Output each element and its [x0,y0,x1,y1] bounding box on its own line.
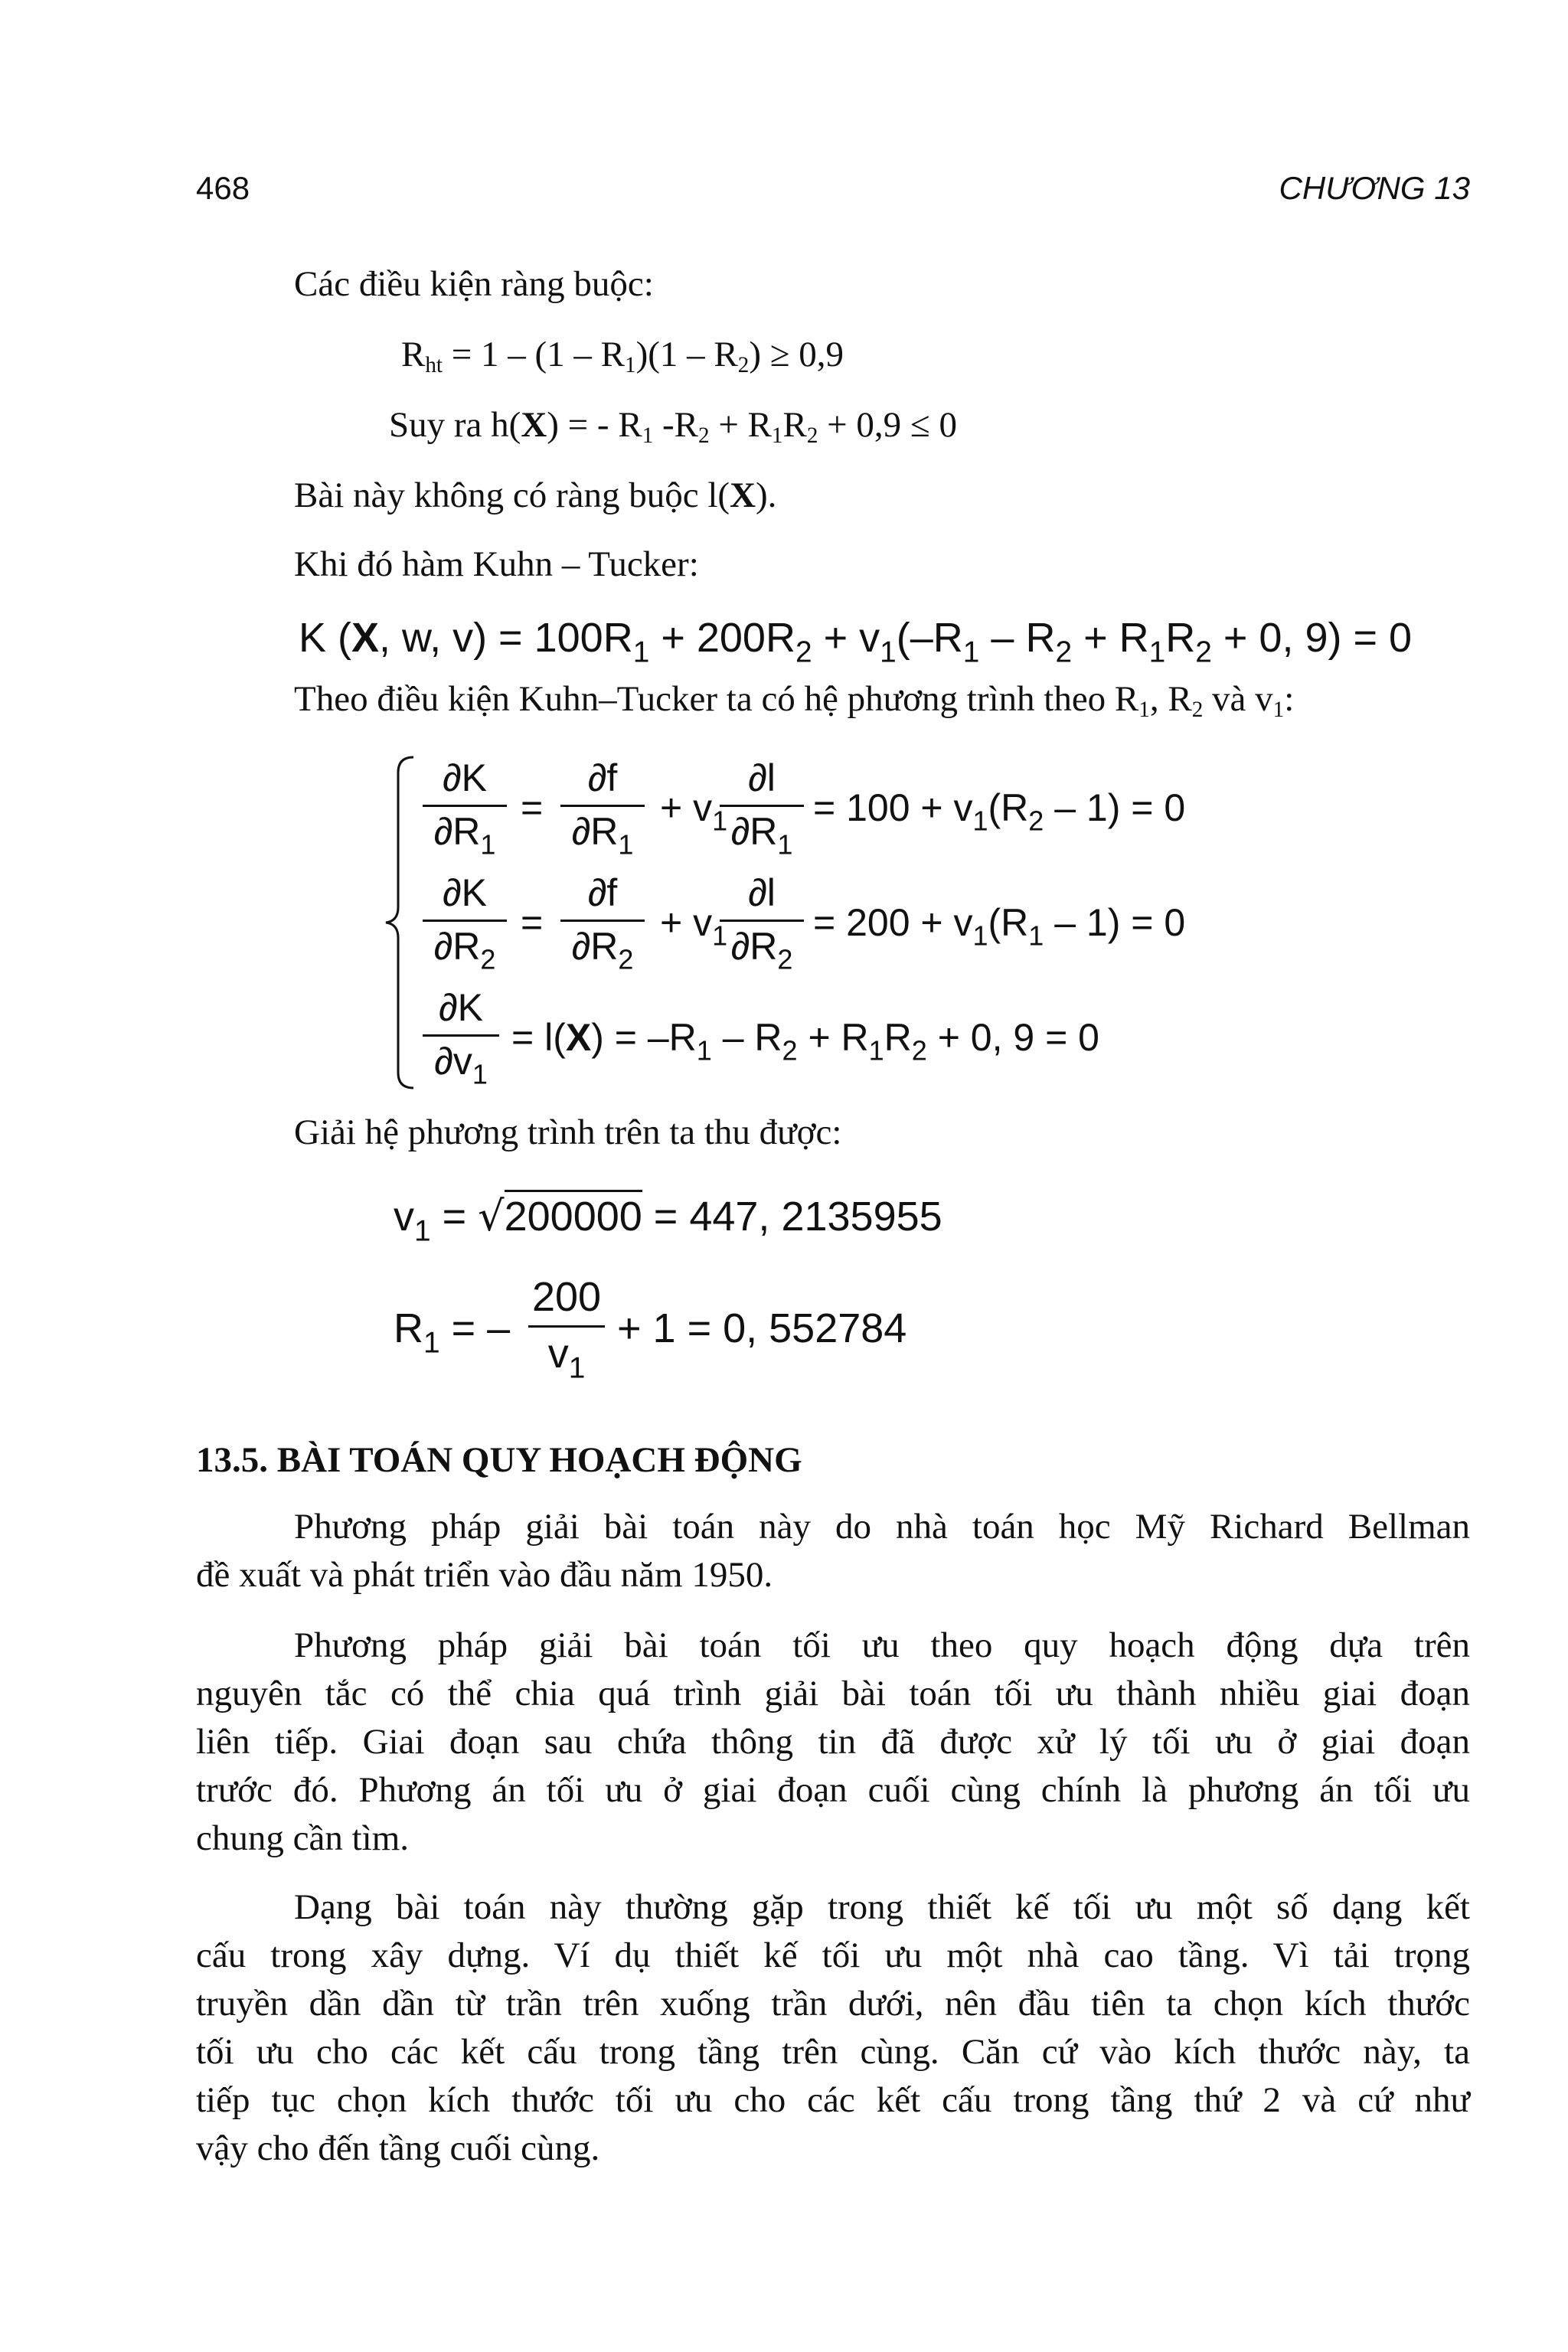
paragraph-example [196,1883,1470,2173]
fraction-200-v1: 200 $v_1$ [528,1276,605,1375]
paragraph-line: liên tiếp. Giai đoạn sau chứa thông tin đã được xử lý tối ưu ở giai đoạn [196,1722,1470,1762]
kkt-row3-result: = $l(X) = -R_1 - R_2 + R_1R_2 + 0$, 9 = 0 [511,1016,1099,1067]
plus-v1: + $v_1$ [660,786,728,837]
kkt-row1-result: = $100 + v_1(R_2 - 1) = 0$ [813,786,1186,837]
paragraph-line: chung cần tìm. [196,1818,410,1858]
constraint-h-of-x: Suy ra h(X) = - $R_1$ $-R_2 + R_1R_2 + 0,9 \le 0$ [389,405,957,449]
paragraph-line: đề xuất và phát triển vào đầu năm 1950. [196,1555,773,1595]
fraction-df-dR1: ∂f $\partial R_1$ [560,758,645,851]
system-brace [383,754,421,1091]
equals-sign: = [521,786,544,829]
kkt-row2-result: = $200 + v_1(R_1 - 1) = 0$ [813,901,1186,952]
section-heading: 13.5. BÀI TOÁN QUY HOẠCH ĐỘNG [196,1440,802,1480]
paragraph-method [196,1622,1470,1863]
paragraph-line: trước đó. Phương án tối ưu ở giai đoạn cuối cùng chính là phương án tối ưu [196,1770,1470,1810]
constraints-intro: Các điều kiện ràng buộc: [294,264,654,304]
paragraph-line: vậy cho đến tầng cuối cùng. [196,2128,600,2168]
kuhn-tucker-intro: Khi đó hàm Kuhn – Tucker: [294,544,699,584]
paragraph-line: cấu trong xây dựng. Ví dụ thiết kế tối ưu một nhà cao tầng. Vì tải trọng [196,1936,1470,1975]
solution-intro: Giải hệ phương trình trên ta thu được: [294,1112,842,1152]
kuhn-tucker-function: K (X, w, $v) = 100R_1 + 200R_2 + v_1(-R_1 - R_2 + R_1R_2 + 0$, 9) = 0 [299,615,1413,669]
fraction-dl-dR1: ∂l $\partial R_1$ [720,758,804,851]
fraction-df-dR2: ∂f $\partial R_2$ [560,873,645,966]
paragraph-line: nguyên tắc có thể chia quá trình giải bài toán tối ưu thành nhiều giai đoạn [196,1674,1470,1713]
fraction-dK-dR2: ∂K $\partial R_2$ [423,873,507,966]
paragraph-line: Dạng bài toán này thường gặp trong thiết kế tối ưu một số dạng kết [294,1887,1470,1927]
paragraph-line: Phương pháp giải bài toán này do nhà toán học Mỹ Richard Bellman [294,1507,1470,1547]
chapter-title: CHƯƠNG 13 [1279,170,1470,206]
fraction-dl-dR2: ∂l $\partial R_2$ [720,873,804,966]
paragraph-bellman [196,1503,1470,1599]
plus-v1: + $v_1$ [660,901,728,952]
paragraph-line: tối ưu cho các kết cấu trong tầng trên cùng. Căn cứ vào kích thước này, ta [196,2032,1470,2072]
v1-solution: $v_1 = √200000 = 447$, 2135955 [394,1196,942,1237]
kkt-intro: Theo điều kiện Kuhn–Tucker ta có hệ phương trình theo $R_1$, $R_2$ và $v_1$: [294,679,1295,723]
paragraph-line: truyền dần dần từ trần trên xuống trần dưới, nên đầu tiên ta chọn kích thước [196,1984,1470,2024]
r1-solution-rhs: + 1 = 0, 552784 [617,1305,907,1351]
no-l-constraint-note: Bài này không có ràng buộc l(X). [294,475,777,515]
paragraph-line: tiếp tục chọn kích thước tối ưu cho các kết cấu trong tầng thứ 2 và cứ như [196,2080,1470,2120]
fraction-dK-dv1: ∂K $\partial v_1$ [423,988,499,1081]
fraction-dK-dR1: ∂K $\partial R_1$ [423,758,507,851]
paragraph-line: Phương pháp giải bài toán tối ưu theo quy hoạch động dựa trên [294,1625,1470,1665]
page-number: 468 [196,170,250,206]
reliability-constraint: $R_{ht} = 1 - (1 - R_1)(1 - R_2) \ge 0,9$ [401,335,844,378]
r1-solution-lhs: $R_1$ = – [394,1305,511,1360]
equals-sign: = [521,901,544,944]
